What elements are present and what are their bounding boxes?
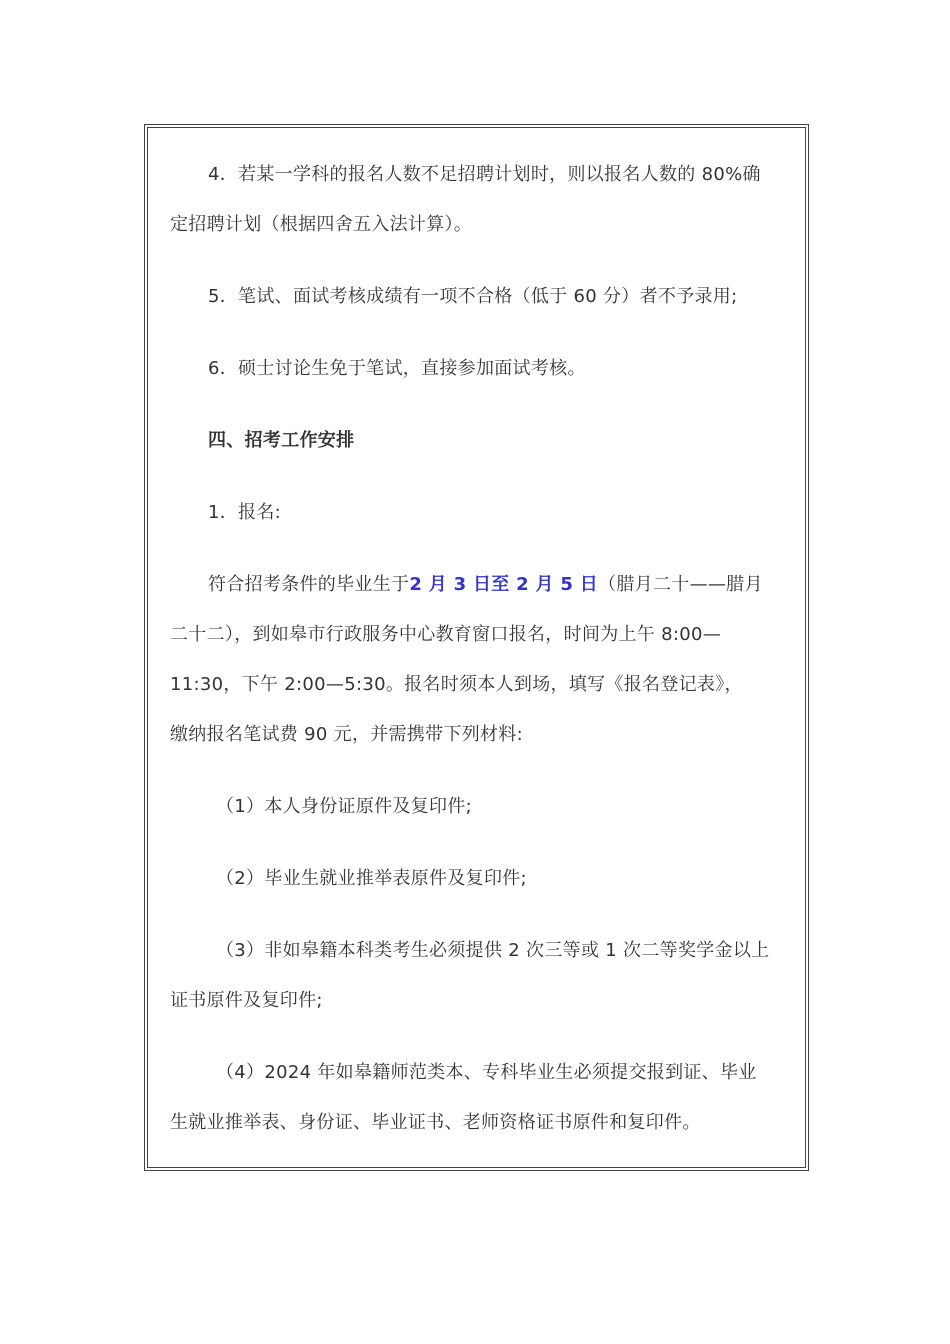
- registration-line3: 11:30，下午 2:00—5:30。报名时须本人到场，填写《报名登记表》，: [170, 674, 743, 695]
- registration-line1-prefix: 符合招考条件的毕业生于: [208, 574, 410, 595]
- item4-line1: 4．若某一学科的报名人数不足招聘计划时，则以报名人数的 80%确: [208, 164, 761, 185]
- section4-title: 四、招考工作安排: [208, 430, 355, 451]
- material-1: （1）本人身份证原件及复印件;: [216, 796, 473, 817]
- registration-line1-suffix: （腊月二十——腊月: [598, 574, 763, 595]
- material-3-line1: （3）非如皋籍本科类考生必须提供 2 次三等或 1 次二等奖学金以上: [216, 940, 770, 961]
- item4-line2: 定招聘计划（根据四舍五入法计算）。: [170, 214, 473, 235]
- sub1-title: 1．报名:: [208, 502, 282, 523]
- material-4-line1: （4）2024 年如皋籍师范类本、专科毕业生必须提交报到证、毕业: [216, 1062, 757, 1083]
- material-3-line2: 证书原件及复印件;: [170, 990, 323, 1011]
- item6: 6．硕士讨论生免于笔试，直接参加面试考核。: [208, 358, 586, 379]
- registration-line2: 二十二），到如皋市行政服务中心教育窗口报名，时间为上午 8:00—: [170, 624, 722, 645]
- material-2: （2）毕业生就业推举表原件及复印件;: [216, 868, 527, 889]
- registration-line1: [170, 572, 763, 598]
- registration-date-highlight: 2 月 3 日至 2 月 5 日: [409, 574, 599, 595]
- item5: 5．笔试、面试考核成绩有一项不合格（低于 60 分）者不予录用;: [208, 286, 738, 307]
- material-4-line2: 生就业推举表、身份证、毕业证书、老师资格证书原件和复印件。: [170, 1112, 701, 1133]
- registration-line4: 缴纳报名笔试费 90 元，并需携带下列材料:: [170, 724, 524, 745]
